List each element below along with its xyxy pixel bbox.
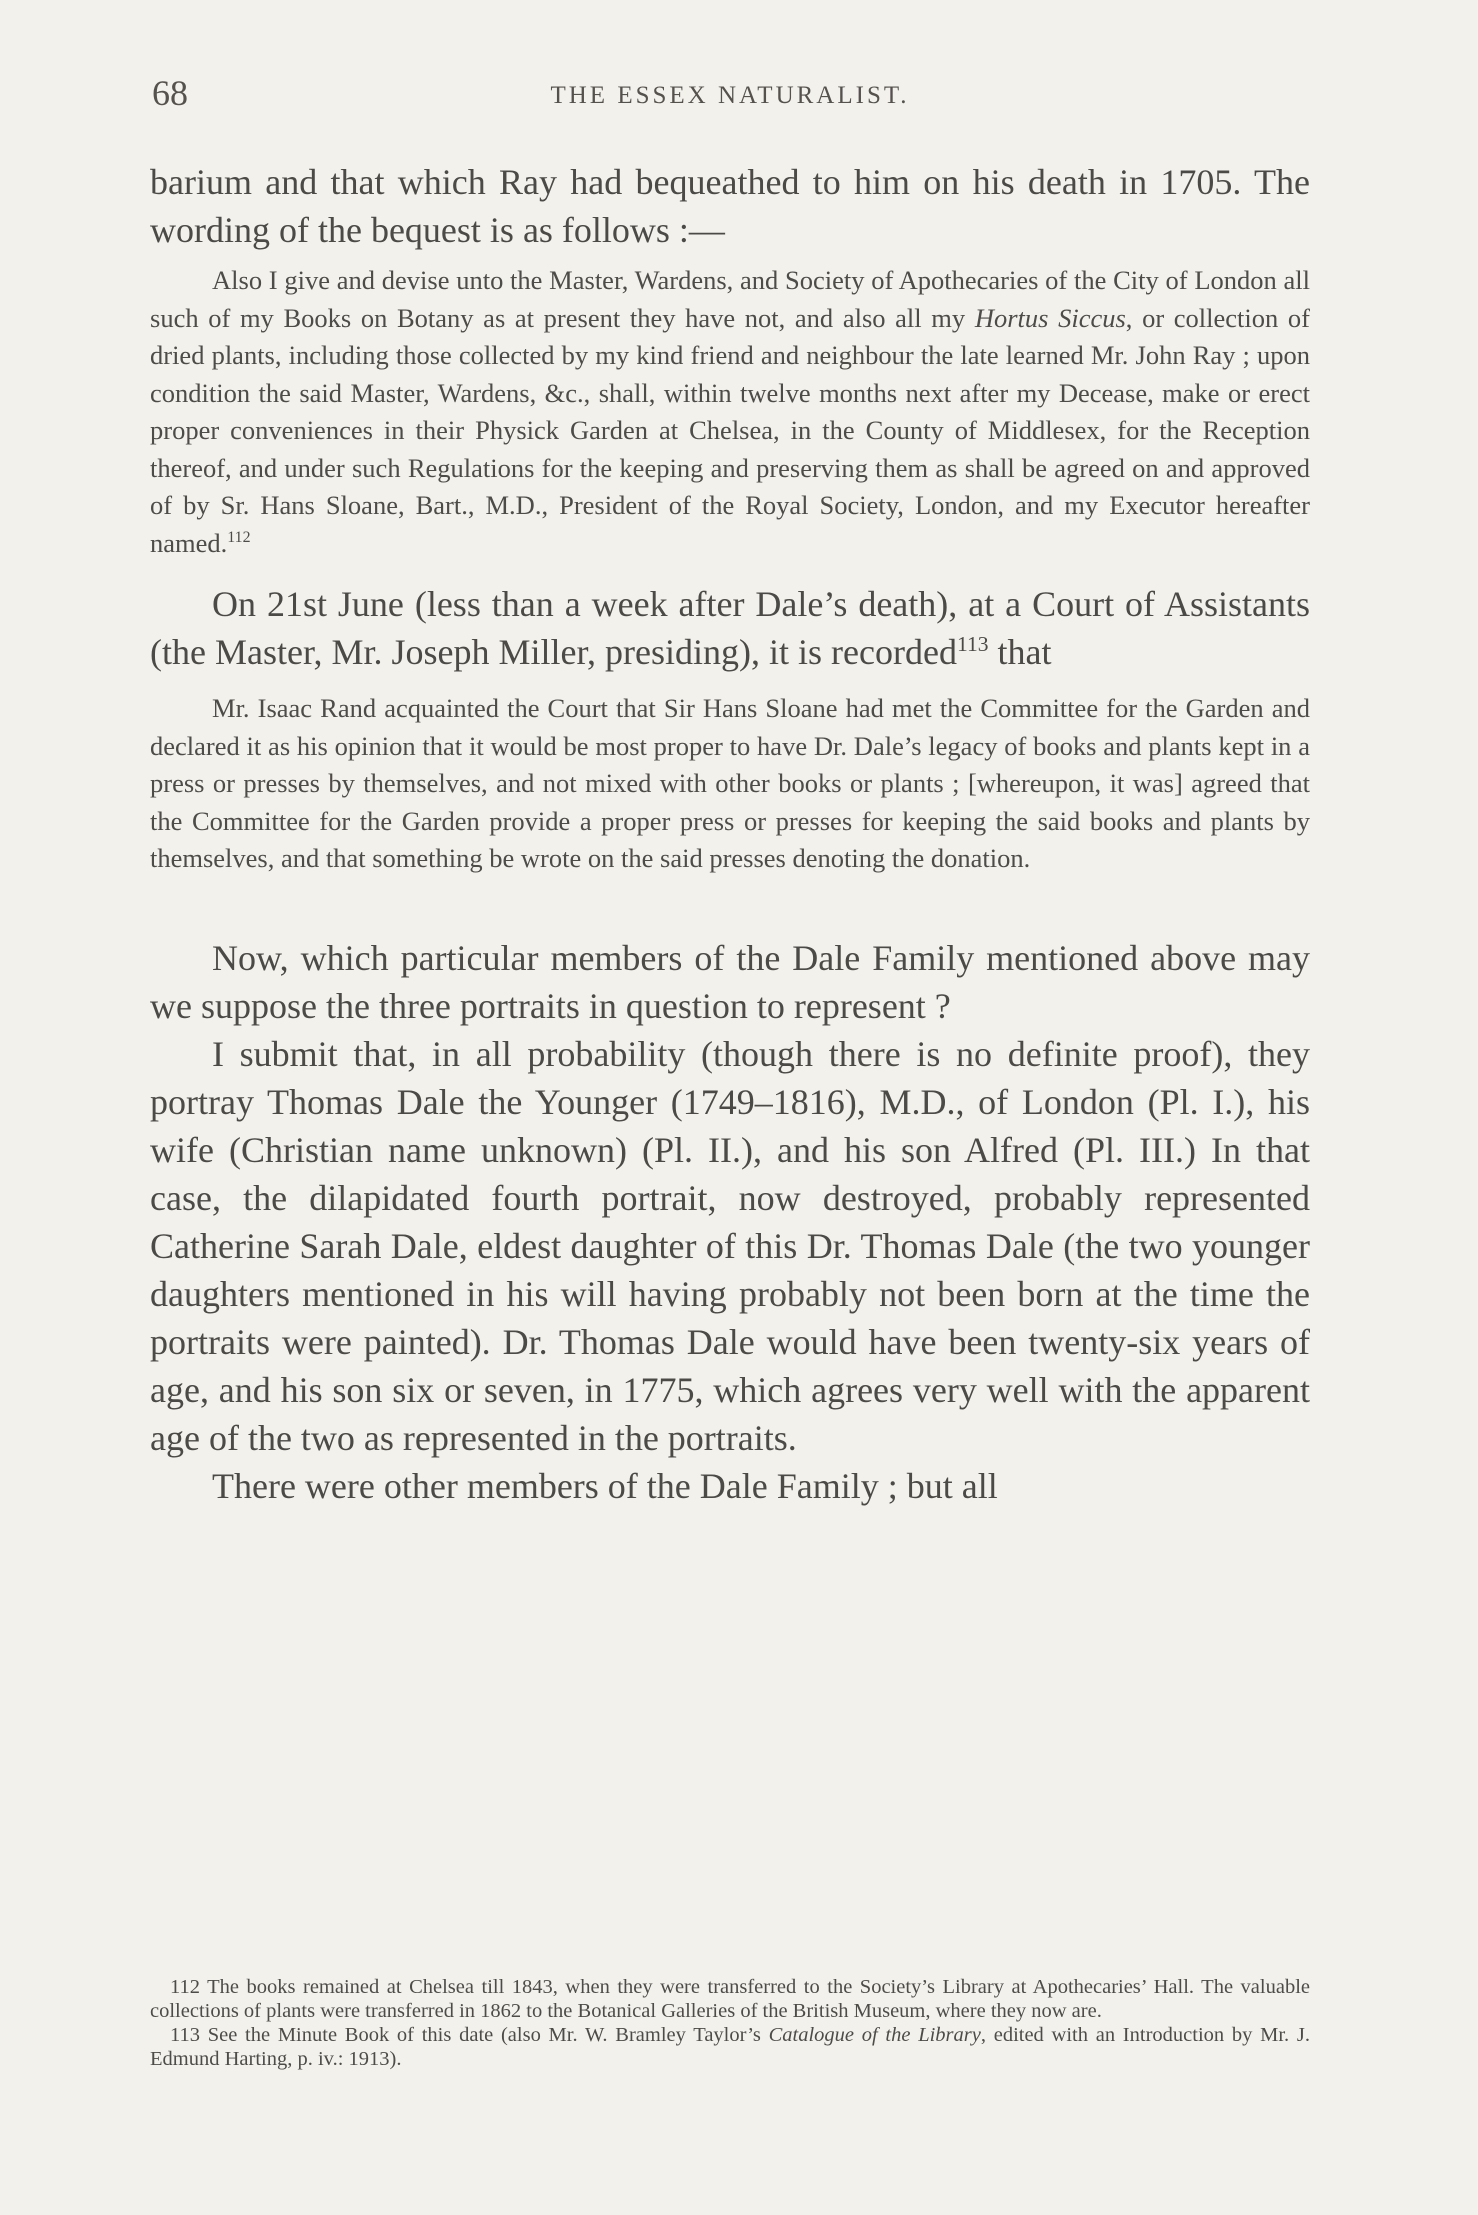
paragraph-court-text-b: that [988, 632, 1052, 672]
page-number: 68 [152, 73, 188, 113]
footnote-ref-112: 112 [227, 528, 251, 546]
footnotes [150, 1975, 1310, 2071]
footnote-ref-113: 113 [956, 632, 989, 656]
page-header [150, 72, 1310, 122]
quote-court-minutes: Mr. Isaac Rand acquainted the Court that Sir Hans Sloane had met the Committee for the Garden and declared it as his opinion that it would be most proper to have Dr. Dale’s legacy of books and plants kept in a press or presses by themselves, and not mixed with other books or plants ; [whereupon, it was] agreed that the Committee for the Garden provide a proper press or presses for keeping the said books and plants by themselves, and that something be wrote on the said presses denoting the donation. [150, 693, 1310, 873]
paragraph-court-text-a: On 21st June (less than a week after Dale’s death), at a Court of Assistants (the Master, Mr. Joseph Miller, presiding), it is recorded [150, 584, 1310, 672]
footnote-112: 112 The books remained at Chelsea till 1843, when they were transferred to the Society’s Library at Apothecaries’ Hall. The valuable collections of plants were transferred in 1862 to the Botanical Galleries of the British Museum, where they now are. [150, 1976, 1310, 2022]
footnote-113-text-b: , edited with an Introduction by Mr. J. Edmund Harting, p. iv.: 1913). [150, 2024, 1310, 2070]
paragraph-other-members: There were other members of the Dale Family ; but all [212, 1465, 998, 1506]
quote-bequest [150, 262, 1310, 562]
main-text [150, 158, 1310, 1510]
paragraph-identification: I submit that, in all probability (though there is no definite proof), they portray Thomas Dale the Younger (1749–1816), M.D., of London (Pl. I.), his wife (Christian name unknown) (Pl. II.), and his son Alfred (Pl. III.) In that case, the dilapidated fourth portrait, now destroyed, probably represented Catherine Sarah Dale, eldest daughter of this Dr. Thomas Dale (the two younger daughters mentioned in his will having probably not been born at the time the portraits were painted). Dr. Thomas Dale would have been twenty-six years of age, and his son six or seven, in 1775, which agrees very well with the apparent age of the two as represented in the portraits. [150, 1033, 1310, 1458]
paragraph-bequest-intro: barium and that which Ray had bequeathed to him on his death in 1705. The wording of the bequest is as follows :— [150, 162, 1310, 250]
quote-bequest-text-b: , or collection of dried plants, including those collected by my kind friend and neighbour the late learned Mr. John Ray ; upon condition the said Master, Wardens, &c., shall, within twelve months next after my Decease, make or erect proper conveniences in their Physick Garden at Chelsea, in the County of Middlesex, for the Reception thereof, and under such Regulations for the keeping and preserving them as shall be agreed on and approved of by Sr. Hans Sloane, Bart., M.D., President of the Royal Society, London, and my Executor hereafter named. [150, 302, 1310, 558]
footnote-113-italic: Catalogue of the Library [768, 2024, 981, 2046]
paragraph-court-record [150, 580, 1310, 676]
footnote-113 [150, 2023, 1310, 2071]
quote-bequest-italic: Hortus Siccus [974, 302, 1126, 333]
quote-bequest-text-a: Also I give and devise unto the Master, Wardens, and Society of Apothecaries of the City of London all such of my Books on Botany as at present they have not, and also all my [150, 265, 1310, 333]
running-title: THE ESSEX NATURALIST. [550, 82, 910, 109]
paragraph-question: Now, which particular members of the Dale Family mentioned above may we suppose the three portraits in question to represent ? [150, 937, 1310, 1026]
footnote-113-text-a: 113 See the Minute Book of this date (also Mr. W. Bramley Taylor’s [170, 2024, 769, 2046]
